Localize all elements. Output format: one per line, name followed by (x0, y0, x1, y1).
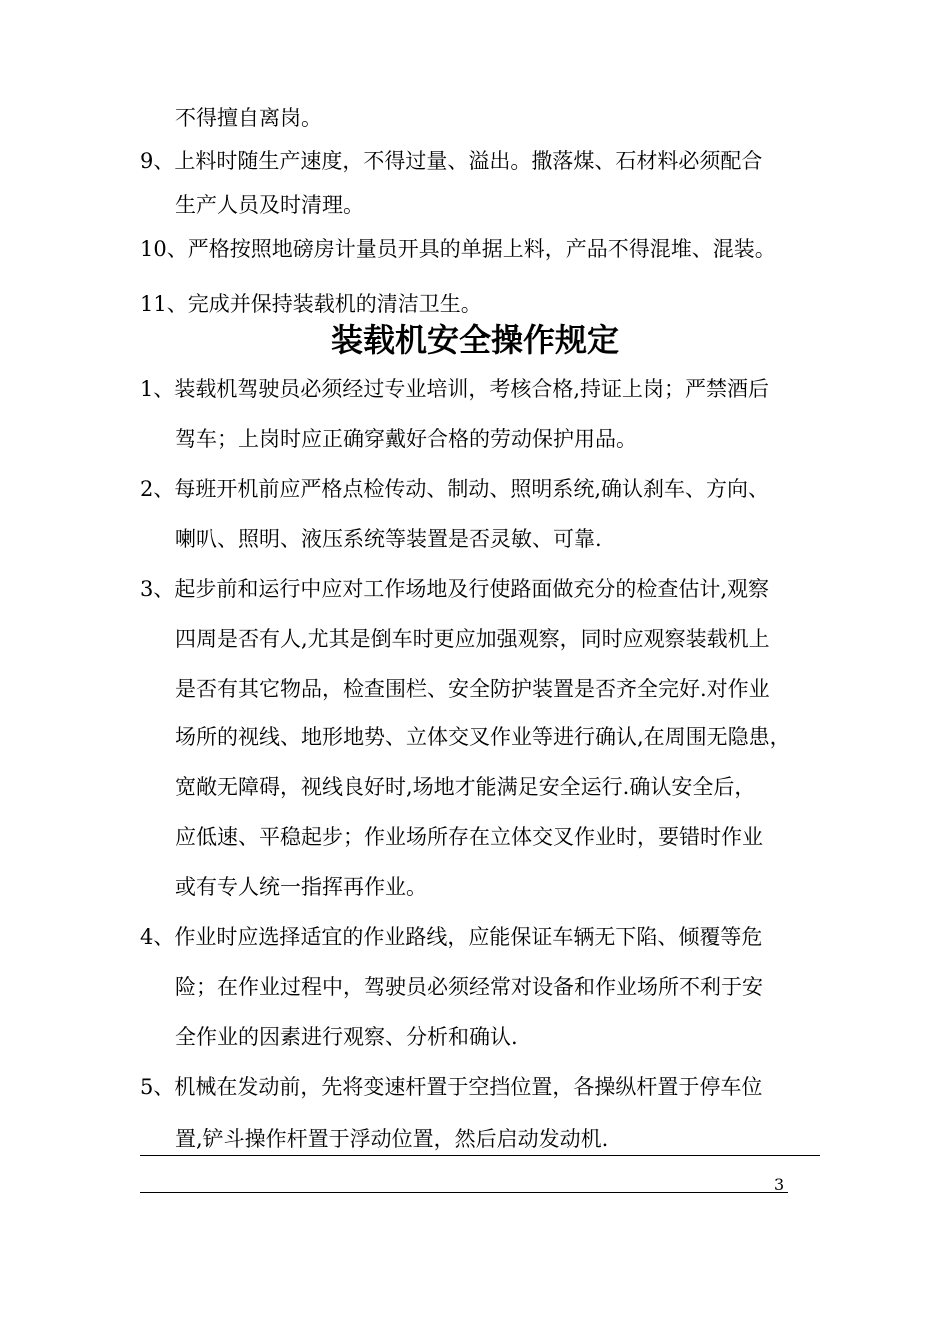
rule-item-2-line-1: 2、每班开机前应严格点检传动、制动、照明系统,确认刹车、方向、 (140, 477, 770, 501)
page-number: 3 (774, 1175, 785, 1194)
rule-item-3-line-4: 场所的视线、地形地势、立体交叉作业等进行确认,在周围无隐患， (175, 725, 791, 749)
list-item-11: 11、完成并保持装载机的清洁卫生。 (140, 292, 482, 316)
rule-item-5-line-2: 置,铲斗操作杆置于浮动位置，然后启动发动机. (175, 1127, 609, 1151)
rule-item-1-line-1: 1、装载机驾驶员必须经过专业培训，考核合格,持证上岗；严禁酒后 (140, 377, 770, 401)
rule-item-4-line-2: 险；在作业过程中，驾驶员必须经常对设备和作业场所不利于安 (175, 975, 763, 999)
section-title: 装载机安全操作规定 (330, 321, 619, 359)
continuation-line: 不得擅自离岗。 (175, 106, 322, 130)
footer-rule-bottom (140, 1192, 788, 1193)
rule-item-3-line-7: 或有专人统一指挥再作业。 (175, 875, 427, 899)
list-item-10: 10、严格按照地磅房计量员开具的单据上料，产品不得混堆、混装。 (140, 237, 776, 261)
rule-item-3-line-3: 是否有其它物品，检查围栏、安全防护装置是否齐全完好.对作业 (175, 677, 770, 701)
rule-item-4-line-1: 4、作业时应选择适宜的作业路线，应能保证车辆无下陷、倾覆等危 (140, 925, 763, 949)
rule-item-1-line-2: 驾车；上岗时应正确穿戴好合格的劳动保护用品。 (175, 427, 637, 451)
rule-item-4-line-3: 全作业的因素进行观察、分析和确认. (175, 1025, 518, 1049)
rule-item-3-line-2: 四周是否有人,尤其是倒车时更应加强观察，同时应观察装载机上 (175, 627, 770, 651)
rule-item-3-line-1: 3、起步前和运行中应对工作场地及行使路面做充分的检查估计,观察 (140, 577, 770, 601)
rule-item-3-line-5: 宽敞无障碍，视线良好时,场地才能满足安全运行.确认安全后， (175, 775, 756, 799)
list-item-9-line-2: 生产人员及时清理。 (175, 193, 364, 217)
rule-item-2-line-2: 喇叭、照明、液压系统等装置是否灵敏、可靠. (175, 527, 602, 551)
footer-rule-top (140, 1155, 820, 1156)
list-item-9-line-1: 9、上料时随生产速度，不得过量、溢出。撒落煤、石材料必须配合 (140, 149, 763, 173)
rule-item-3-line-6: 应低速、平稳起步；作业场所存在立体交叉作业时，要错时作业 (175, 825, 763, 849)
rule-item-5-line-1: 5、机械在发动前，先将变速杆置于空挡位置，各操纵杆置于停车位 (140, 1075, 763, 1099)
